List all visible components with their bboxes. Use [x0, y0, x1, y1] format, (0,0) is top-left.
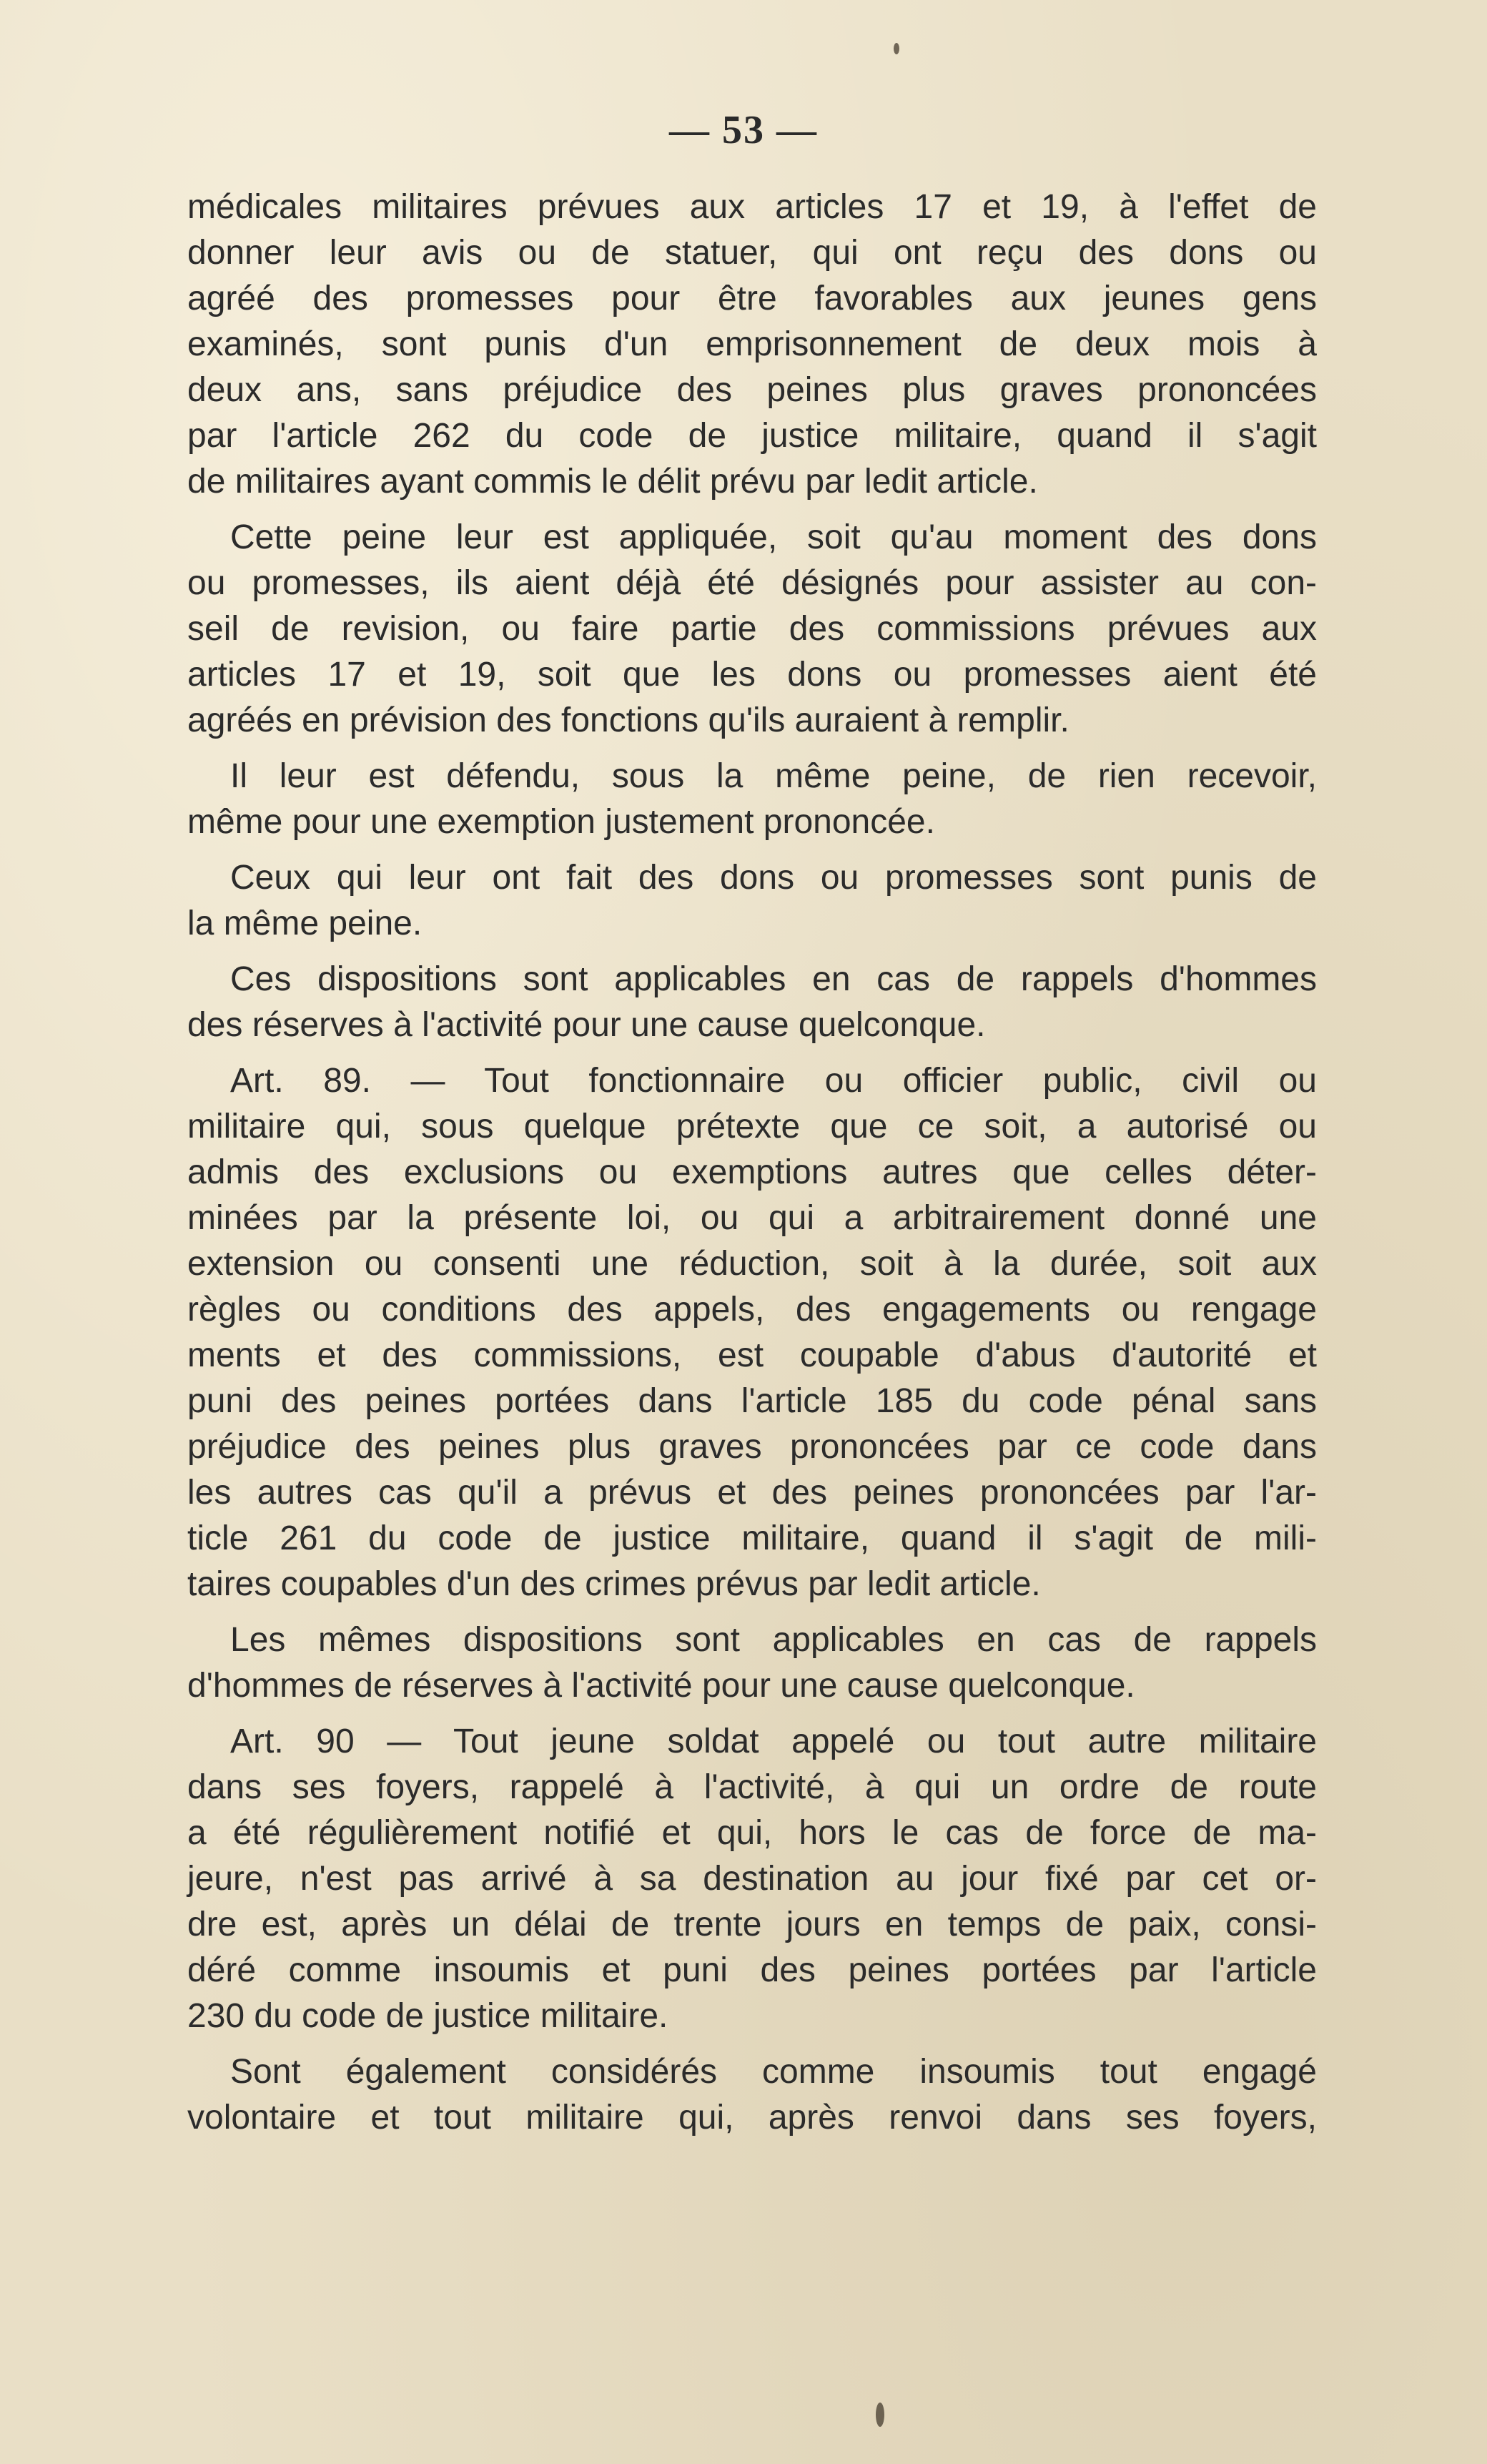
text-line: de militaires ayant commis le délit prévu par ledit article. — [187, 463, 1038, 501]
text-line: Ceux qui leur ont fait des dons ou promesses sont punis de — [230, 859, 1317, 897]
text-line: 230 du code de justice militaire. — [187, 1997, 668, 2035]
text-line: même pour une exemption justement prononcée. — [187, 803, 935, 841]
text-line: jeure, n'est pas arrivé à sa destination au jour fixé par cet or- — [187, 1860, 1317, 1898]
paragraph — [187, 184, 1317, 505]
text-line: déré comme insoumis et puni des peines portées par l'article — [187, 1951, 1317, 1989]
text-line: dre est, après un délai de trente jours en temps de paix, consi- — [187, 1906, 1317, 1943]
text-line: Cette peine leur est appliquée, soit qu'au moment des dons — [230, 518, 1317, 556]
text-line: Art. 89. — Tout fonctionnaire ou officier public, civil ou — [230, 1062, 1317, 1100]
text-line: d'hommes de réserves à l'activité pour une cause quelconque. — [187, 1667, 1135, 1705]
article-89 — [187, 1058, 1317, 1607]
text-line: taires coupables d'un des crimes prévus par ledit article. — [187, 1565, 1041, 1603]
article-90 — [187, 1719, 1317, 2039]
text-line: médicales militaires prévues aux articles 17 et 19, à l'effet de — [187, 188, 1317, 226]
text-line: articles 17 et 19, soit que les dons ou promesses aient été — [187, 656, 1317, 694]
body-text — [187, 184, 1317, 2151]
paper-speck — [894, 43, 899, 54]
text-line: a été régulièrement notifié et qui, hors le cas de force de ma- — [187, 1814, 1317, 1852]
text-line: admis des exclusions ou exemptions autres que celles déter- — [187, 1153, 1317, 1191]
text-line: les autres cas qu'il a prévus et des peines prononcées par l'ar- — [187, 1474, 1317, 1512]
text-line: deux ans, sans préjudice des peines plus graves prononcées — [187, 371, 1317, 409]
text-line: Ces dispositions sont applicables en cas de rappels d'hommes — [230, 960, 1317, 998]
text-line: Les mêmes dispositions sont applicables en cas de rappels — [230, 1621, 1317, 1659]
text-line: règles ou conditions des appels, des engagements ou rengage — [187, 1291, 1317, 1329]
text-line: seil de revision, ou faire partie des commissions prévues aux — [187, 610, 1317, 648]
text-line: Art. 90 — Tout jeune soldat appelé ou tout autre militaire — [230, 1723, 1317, 1760]
text-line: la même peine. — [187, 905, 423, 942]
page-number: — 53 — — [669, 108, 818, 152]
text-line: ments et des commissions, est coupable d'abus d'autorité et — [187, 1336, 1317, 1374]
paragraph — [187, 957, 1317, 1048]
text-line: minées par la présente loi, ou qui a arbitrairement donné une — [187, 1199, 1317, 1237]
text-line: préjudice des peines plus graves prononcées par ce code dans — [187, 1428, 1317, 1466]
paragraph — [187, 855, 1317, 947]
paragraph — [187, 754, 1317, 845]
text-line: extension ou consenti une réduction, soit à la durée, soit aux — [187, 1245, 1317, 1283]
text-line: ou promesses, ils aient déjà été désignés pour assister au con- — [187, 564, 1317, 602]
paper-speck — [876, 2403, 884, 2427]
text-line: Sont également considérés comme insoumis tout engagé — [230, 2053, 1317, 2091]
text-line: ticle 261 du code de justice militaire, quand il s'agit de mili- — [187, 1519, 1317, 1557]
text-line: agréé des promesses pour être favorables aux jeunes gens — [187, 280, 1317, 317]
text-line: des réserves à l'activité pour une cause quelconque. — [187, 1006, 986, 1044]
text-line: puni des peines portées dans l'article 185 du code pénal sans — [187, 1382, 1317, 1420]
text-line: donner leur avis ou de statuer, qui ont reçu des dons ou — [187, 234, 1317, 272]
text-line: volontaire et tout militaire qui, après renvoi dans ses foyers, — [187, 2099, 1317, 2137]
paragraph — [187, 2049, 1317, 2141]
text-line: Il leur est défendu, sous la même peine, de rien recevoir, — [230, 757, 1317, 795]
paragraph — [187, 1617, 1317, 1709]
paragraph — [187, 515, 1317, 744]
text-line: par l'article 262 du code de justice militaire, quand il s'agit — [187, 417, 1317, 455]
text-line: examinés, sont punis d'un emprisonnement de deux mois à — [187, 325, 1317, 363]
text-line: agréés en prévision des fonctions qu'ils auraient à remplir. — [187, 701, 1069, 739]
text-line: dans ses foyers, rappelé à l'activité, à qui un ordre de route — [187, 1768, 1317, 1806]
text-line: militaire qui, sous quelque prétexte que ce soit, a autorisé ou — [187, 1108, 1317, 1145]
